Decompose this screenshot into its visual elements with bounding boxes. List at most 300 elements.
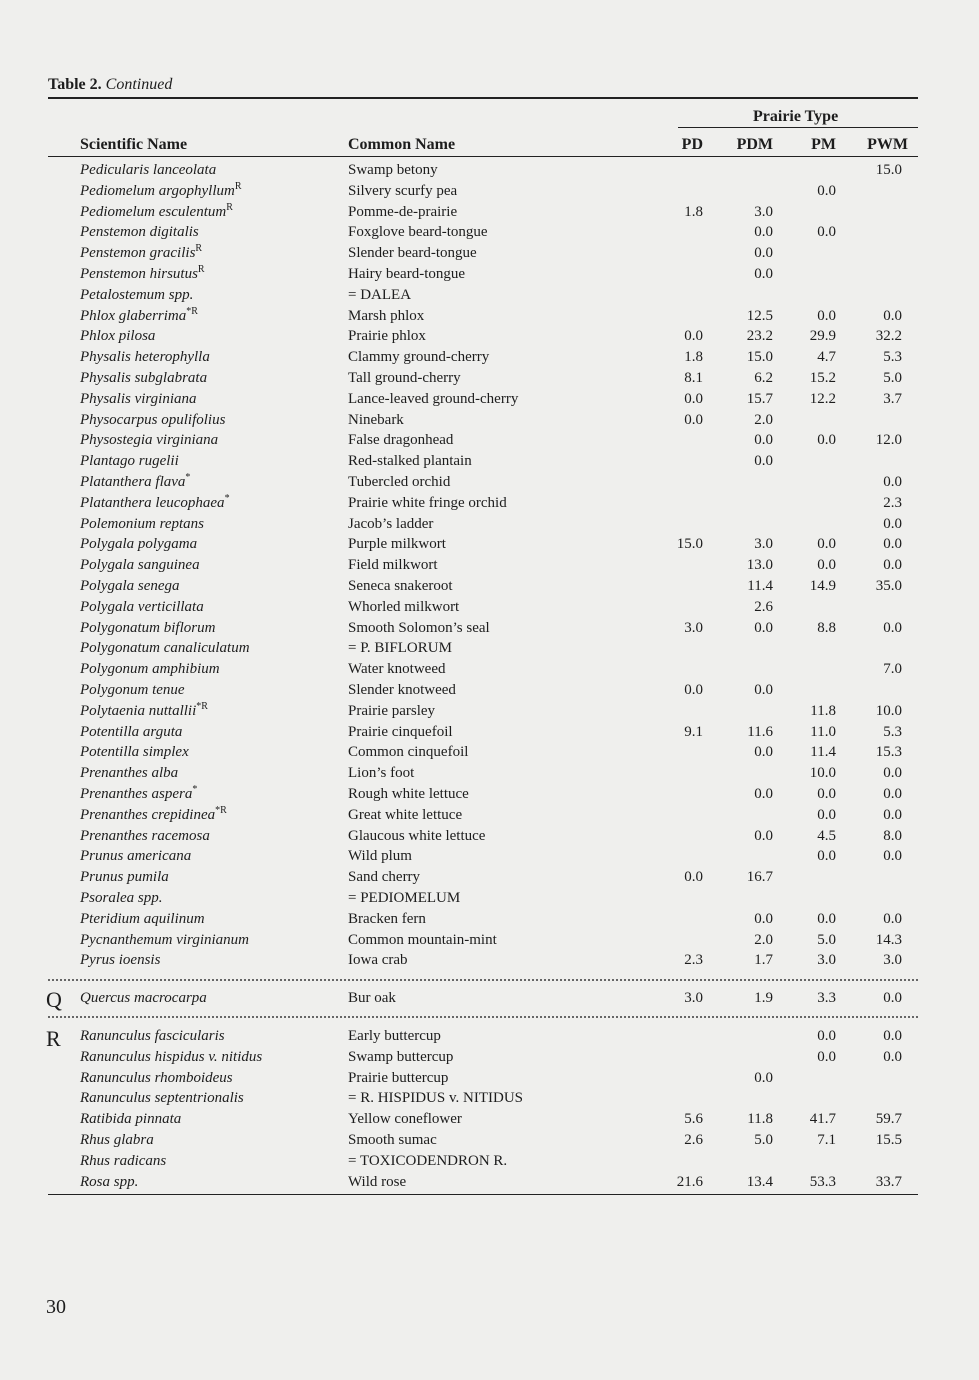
pd-value: 2.3 bbox=[684, 952, 703, 969]
pm-value: 14.9 bbox=[809, 578, 836, 594]
table-row bbox=[0, 160, 979, 181]
scientific-name bbox=[80, 389, 197, 410]
pm-value: 10.0 bbox=[809, 765, 836, 782]
scientific-name bbox=[80, 1172, 138, 1193]
pdm-value: 0.0 bbox=[754, 910, 773, 927]
pd-value: 0.0 bbox=[684, 390, 703, 407]
status-superscript: * bbox=[185, 472, 191, 483]
scientific-name-text: Prenanthes racemosa bbox=[80, 827, 210, 844]
pd-value: 9.1 bbox=[684, 723, 703, 740]
common-name: Rough white lettuce bbox=[348, 786, 469, 802]
table-row bbox=[0, 826, 979, 847]
pdm-value: 11.8 bbox=[747, 1111, 773, 1128]
common-name: Prairie phlox bbox=[348, 328, 426, 345]
scientific-name-header: Scientific Name bbox=[80, 136, 188, 153]
common-name: Whorled milkwort bbox=[348, 598, 460, 615]
pwm-value: 59.7 bbox=[875, 1111, 902, 1128]
common-name: Early buttercup bbox=[348, 1028, 441, 1044]
scientific-name-text: Prenanthes alba bbox=[80, 765, 179, 782]
table-row bbox=[0, 722, 979, 743]
scientific-name-text: Polygonatum biflorum bbox=[80, 619, 216, 636]
table-row bbox=[0, 638, 979, 659]
scientific-name bbox=[80, 222, 199, 243]
scientific-name-text: Prunus pumila bbox=[80, 869, 169, 886]
pd-value: 3.0 bbox=[684, 990, 703, 1006]
common-name: Great white lettuce bbox=[348, 806, 463, 823]
scientific-name bbox=[80, 867, 169, 888]
scientific-name-text: Pyrus ioensis bbox=[80, 952, 161, 969]
pwm-value: 7.0 bbox=[883, 661, 902, 678]
header-rule bbox=[48, 156, 918, 157]
common-name: Bur oak bbox=[348, 990, 396, 1006]
status-superscript: R bbox=[197, 264, 205, 275]
section-divider-q bbox=[48, 979, 918, 981]
pm-value: 7.1 bbox=[817, 1132, 836, 1148]
common-name: Prairie buttercup bbox=[348, 1069, 449, 1086]
table-row bbox=[0, 222, 979, 243]
pdm-value: 0.0 bbox=[754, 1069, 773, 1086]
table-row bbox=[0, 742, 979, 763]
scientific-name-text: Prenanthes aspera bbox=[80, 786, 193, 802]
status-superscript: *R bbox=[186, 305, 198, 317]
scientific-name bbox=[80, 930, 249, 951]
common-name: Wild rose bbox=[348, 1173, 407, 1190]
pdm-value: 0.0 bbox=[754, 786, 773, 802]
scientific-name bbox=[80, 264, 205, 285]
pdm-value: 0.0 bbox=[754, 266, 773, 282]
prairie-type-heading: Prairie Type bbox=[753, 108, 839, 125]
table-continued: Continued bbox=[105, 76, 173, 93]
pd-value: 0.0 bbox=[684, 869, 703, 886]
table-row bbox=[0, 1109, 979, 1130]
table-row bbox=[0, 784, 979, 805]
scientific-name-text: Polygala senega bbox=[80, 578, 180, 594]
table-row bbox=[0, 867, 979, 888]
pdm-value: 15.0 bbox=[746, 349, 773, 366]
table-row bbox=[0, 347, 979, 368]
scientific-name bbox=[80, 659, 220, 680]
pm-value: 41.7 bbox=[809, 1111, 836, 1128]
table-row bbox=[0, 618, 979, 639]
scientific-name bbox=[80, 493, 230, 514]
table-row bbox=[0, 430, 979, 451]
pd-header: PD bbox=[681, 136, 703, 153]
pwm-value: 5.0 bbox=[883, 370, 902, 386]
pdm-value: 0.0 bbox=[754, 245, 773, 262]
scientific-name bbox=[80, 1047, 262, 1068]
pm-value: 3.3 bbox=[817, 990, 836, 1006]
common-name: = R. HISPIDUS v. NITIDUS bbox=[348, 1090, 523, 1107]
scientific-name-text: Ranunculus hispidus v. nitidus bbox=[80, 1048, 263, 1065]
common-name: = P. BIFLORUM bbox=[348, 640, 452, 657]
pm-value: 11.0 bbox=[810, 723, 836, 740]
scientific-name-text: Rhus radicans bbox=[80, 1152, 167, 1169]
scientific-name bbox=[80, 988, 207, 1009]
scientific-name-text: Ranunculus rhomboideus bbox=[80, 1069, 233, 1086]
table-row bbox=[0, 950, 979, 971]
common-name: Common mountain-mint bbox=[348, 931, 497, 948]
pm-value: 53.3 bbox=[809, 1173, 836, 1190]
table-row bbox=[0, 680, 979, 701]
pdm-value: 2.0 bbox=[754, 931, 773, 948]
common-name: Ninebark bbox=[348, 411, 404, 428]
common-name: Lion’s foot bbox=[348, 765, 415, 782]
pd-value: 0.0 bbox=[684, 328, 703, 345]
scientific-name bbox=[80, 410, 225, 431]
scientific-name-text: Polygala sanguinea bbox=[80, 557, 200, 574]
scientific-name bbox=[80, 1151, 166, 1172]
scientific-name bbox=[80, 514, 204, 535]
table-row bbox=[0, 1088, 979, 1109]
scientific-name-text: Psoralea spp. bbox=[80, 890, 163, 906]
pdm-value: 23.2 bbox=[746, 328, 773, 345]
scientific-name-text: Quercus macrocarpa bbox=[80, 990, 207, 1006]
scientific-name-text: Ratibida pinnata bbox=[80, 1111, 182, 1128]
pdm-value: 13.4 bbox=[746, 1173, 773, 1190]
prairie-type-rule bbox=[678, 127, 918, 128]
scientific-name-text: Polygala verticillata bbox=[80, 598, 204, 615]
pd-value: 3.0 bbox=[684, 619, 703, 636]
scientific-name bbox=[80, 181, 242, 202]
scientific-name bbox=[80, 160, 216, 181]
common-name: Swamp buttercup bbox=[348, 1048, 454, 1065]
common-name: = DALEA bbox=[348, 286, 412, 303]
pwm-value: 35.0 bbox=[875, 578, 902, 594]
common-name: Prairie parsley bbox=[348, 702, 436, 719]
pdm-value: 13.0 bbox=[746, 557, 773, 574]
table-row bbox=[0, 202, 979, 223]
table-row bbox=[0, 326, 979, 347]
pwm-value: 0.0 bbox=[883, 619, 902, 636]
common-name: Slender beard-tongue bbox=[348, 245, 477, 262]
common-name: Iowa crab bbox=[348, 952, 408, 969]
scientific-name-text: Polygonum amphibium bbox=[80, 661, 220, 678]
scientific-name-text: Plantago rugelii bbox=[80, 453, 179, 470]
pd-value: 0.0 bbox=[684, 411, 703, 428]
pwm-value: 15.3 bbox=[875, 744, 902, 761]
pm-value: 0.0 bbox=[817, 1028, 836, 1044]
pm-value: 0.0 bbox=[817, 224, 836, 241]
status-superscript: * bbox=[192, 784, 198, 795]
common-name: Smooth sumac bbox=[348, 1132, 437, 1148]
page-number: 30 bbox=[46, 1296, 66, 1318]
pdm-value: 3.0 bbox=[754, 536, 773, 553]
table-row bbox=[0, 1026, 979, 1047]
pm-value: 0.0 bbox=[817, 1048, 836, 1065]
scientific-name-text: Pediomelum esculentum bbox=[80, 203, 227, 220]
common-name: Pomme-de-prairie bbox=[348, 203, 458, 220]
common-name: False dragonhead bbox=[348, 432, 454, 449]
pm-value: 0.0 bbox=[817, 536, 836, 553]
pwm-value: 33.7 bbox=[875, 1173, 902, 1190]
scientific-name bbox=[80, 846, 191, 867]
common-name: Silvery scurfy pea bbox=[348, 182, 458, 199]
scientific-name-text: Penstemon digitalis bbox=[80, 224, 199, 241]
scientific-name bbox=[80, 950, 160, 971]
scientific-name-text: Pediomelum argophyllum bbox=[80, 182, 235, 199]
pwm-header: PWM bbox=[867, 136, 908, 153]
common-name: Marsh phlox bbox=[348, 307, 425, 324]
table-row bbox=[0, 285, 979, 306]
table-row bbox=[0, 264, 979, 285]
scientific-name bbox=[80, 618, 215, 639]
pdm-value: 0.0 bbox=[754, 432, 773, 449]
table-row bbox=[0, 181, 979, 202]
scientific-name-text: Ranunculus septentrionalis bbox=[80, 1090, 244, 1107]
section-letter-q: Q bbox=[46, 987, 62, 1012]
scientific-name-text: Pedicularis lanceolata bbox=[80, 162, 217, 178]
pdm-value: 12.5 bbox=[746, 307, 773, 324]
pwm-value: 0.0 bbox=[883, 806, 902, 823]
common-name: Foxglove beard-tongue bbox=[348, 224, 488, 241]
scientific-name bbox=[80, 368, 207, 389]
scientific-name-text: Physalis virginiana bbox=[80, 390, 197, 407]
scientific-name-text: Polygonatum canaliculatum bbox=[80, 640, 250, 657]
scientific-name bbox=[80, 888, 163, 909]
table-row bbox=[0, 493, 979, 514]
scientific-name bbox=[80, 472, 190, 493]
status-superscript: R bbox=[226, 201, 233, 213]
common-name: Clammy ground-cherry bbox=[348, 349, 490, 366]
pdm-value: 15.7 bbox=[746, 390, 773, 407]
section-divider-r bbox=[48, 1016, 918, 1018]
table-row bbox=[0, 555, 979, 576]
common-name: = TOXICODENDRON R. bbox=[348, 1152, 508, 1169]
table-row bbox=[0, 701, 979, 722]
scientific-name-text: Physostegia virginiana bbox=[80, 432, 219, 449]
scientific-name-text: Ranunculus fascicularis bbox=[80, 1028, 225, 1044]
pdm-value: 0.0 bbox=[754, 453, 773, 470]
table-row bbox=[0, 410, 979, 431]
pwm-value: 0.0 bbox=[883, 765, 902, 782]
pm-header: PM bbox=[811, 136, 836, 153]
pdm-value: 1.7 bbox=[754, 952, 773, 969]
pm-value: 11.8 bbox=[810, 702, 836, 719]
scientific-name bbox=[80, 805, 227, 826]
pm-value: 0.0 bbox=[817, 432, 836, 449]
table-row bbox=[0, 306, 979, 327]
pwm-value: 0.0 bbox=[883, 1048, 902, 1065]
bottom-rule bbox=[48, 1194, 918, 1195]
common-name: Field milkwort bbox=[348, 557, 438, 574]
pm-value: 0.0 bbox=[817, 307, 836, 324]
pm-value: 29.9 bbox=[809, 328, 836, 345]
top-rule bbox=[48, 97, 918, 99]
scientific-name-text: Potentilla arguta bbox=[80, 723, 183, 740]
table-row bbox=[0, 451, 979, 472]
scientific-name-text: Pteridium aquilinum bbox=[80, 910, 205, 927]
common-name: Seneca snakeroot bbox=[348, 578, 453, 594]
pd-value: 0.0 bbox=[684, 682, 703, 698]
pdm-value: 0.0 bbox=[754, 827, 773, 844]
common-name-header: Common Name bbox=[348, 136, 456, 153]
scientific-name bbox=[80, 243, 202, 264]
scientific-name bbox=[80, 1026, 225, 1047]
scientific-name-text: Pycnanthemum virginianum bbox=[80, 931, 249, 948]
pdm-value: 0.0 bbox=[754, 744, 773, 761]
common-name: Prairie cinquefoil bbox=[348, 723, 453, 740]
scientific-name bbox=[80, 430, 218, 451]
pwm-value: 0.0 bbox=[883, 910, 902, 927]
scientific-name-text: Polemonium reptans bbox=[80, 515, 205, 532]
scientific-name-text: Potentilla simplex bbox=[80, 744, 189, 761]
pd-value: 8.1 bbox=[684, 370, 703, 386]
scientific-name bbox=[80, 306, 198, 327]
pwm-value: 10.0 bbox=[875, 702, 902, 719]
common-name: Wild plum bbox=[348, 848, 412, 865]
status-superscript: R bbox=[195, 243, 203, 255]
table-row bbox=[0, 988, 979, 1009]
scientific-name bbox=[80, 1068, 233, 1089]
table-row bbox=[0, 368, 979, 389]
common-name: Purple milkwort bbox=[348, 536, 446, 553]
pwm-value: 15.0 bbox=[875, 162, 902, 178]
scientific-name bbox=[80, 285, 193, 306]
pd-value: 1.8 bbox=[684, 203, 703, 220]
pm-value: 0.0 bbox=[817, 557, 836, 574]
table-row bbox=[0, 472, 979, 493]
pm-value: 0.0 bbox=[817, 786, 836, 802]
table-row bbox=[0, 763, 979, 784]
status-superscript: * bbox=[224, 492, 230, 504]
pwm-value: 0.0 bbox=[883, 474, 902, 490]
scientific-name-text: Penstemon gracilis bbox=[80, 245, 196, 262]
pdm-value: 0.0 bbox=[754, 224, 773, 241]
section-letter-r: R bbox=[46, 1026, 61, 1051]
pwm-value: 0.0 bbox=[883, 536, 902, 553]
common-name: Hairy beard-tongue bbox=[348, 266, 466, 282]
pdm-value: 1.9 bbox=[754, 990, 773, 1006]
scientific-name bbox=[80, 826, 210, 847]
pwm-value: 0.0 bbox=[883, 848, 902, 865]
scientific-name bbox=[80, 638, 250, 659]
pd-value: 2.6 bbox=[684, 1132, 703, 1148]
scientific-name-text: Rhus glabra bbox=[80, 1132, 154, 1148]
scientific-name bbox=[80, 722, 182, 743]
scientific-name-text: Physalis subglabrata bbox=[80, 370, 208, 386]
scientific-name bbox=[80, 909, 205, 930]
pm-value: 11.4 bbox=[810, 744, 836, 761]
scientific-name bbox=[80, 763, 178, 784]
pwm-value: 0.0 bbox=[883, 307, 902, 324]
scientific-name bbox=[80, 680, 185, 701]
scientific-name bbox=[80, 202, 233, 223]
scientific-name-text: Platanthera leucophaea bbox=[80, 494, 225, 511]
scientific-name bbox=[80, 1109, 181, 1130]
status-superscript: *R bbox=[215, 804, 227, 816]
scientific-name bbox=[80, 1088, 244, 1109]
pdm-value: 2.6 bbox=[754, 598, 773, 615]
table-row bbox=[0, 597, 979, 618]
scientific-name-text: Polygonum tenue bbox=[80, 682, 185, 698]
pwm-value: 2.3 bbox=[883, 494, 902, 511]
table-caption bbox=[48, 76, 172, 94]
table-row bbox=[0, 930, 979, 951]
pdm-value: 5.0 bbox=[754, 1132, 773, 1148]
pm-value: 15.2 bbox=[809, 370, 836, 386]
table-row bbox=[0, 1047, 979, 1068]
table-row bbox=[0, 909, 979, 930]
common-name: Bracken fern bbox=[348, 910, 426, 927]
pwm-value: 32.2 bbox=[875, 328, 902, 345]
pm-value: 0.0 bbox=[817, 806, 836, 823]
pm-value: 0.0 bbox=[817, 910, 836, 927]
pwm-value: 15.5 bbox=[875, 1132, 902, 1148]
pm-value: 4.7 bbox=[817, 349, 836, 366]
pwm-value: 0.0 bbox=[883, 786, 902, 802]
pwm-value: 0.0 bbox=[883, 557, 902, 574]
common-name: = PEDIOMELUM bbox=[348, 890, 461, 906]
pwm-value: 12.0 bbox=[875, 432, 902, 449]
common-name: Jacob’s ladder bbox=[348, 515, 434, 532]
scientific-name bbox=[80, 326, 155, 347]
pdm-value: 0.0 bbox=[754, 682, 773, 698]
pwm-value: 0.0 bbox=[883, 1028, 902, 1044]
scientific-name-text: Phlox glaberrima bbox=[80, 307, 187, 324]
table-row bbox=[0, 1130, 979, 1151]
table-row bbox=[0, 243, 979, 264]
table-label: Table 2. bbox=[48, 76, 102, 93]
table-row bbox=[0, 389, 979, 410]
table-row bbox=[0, 1068, 979, 1089]
pm-value: 0.0 bbox=[817, 182, 836, 199]
pm-value: 3.0 bbox=[817, 952, 836, 969]
status-superscript: R bbox=[234, 180, 242, 192]
pm-value: 4.5 bbox=[817, 827, 836, 844]
common-name: Common cinquefoil bbox=[348, 744, 469, 761]
scientific-name-text: Rosa spp. bbox=[80, 1173, 139, 1190]
pdm-value: 11.6 bbox=[747, 723, 773, 740]
table-row bbox=[0, 534, 979, 555]
scientific-name bbox=[80, 347, 210, 368]
scientific-name-text: Physalis heterophylla bbox=[80, 349, 210, 366]
scientific-name-text: Phlox pilosa bbox=[80, 328, 156, 345]
common-name: Prairie white fringe orchid bbox=[348, 494, 507, 511]
scientific-name bbox=[80, 534, 197, 555]
common-name: Water knotweed bbox=[348, 661, 446, 678]
pm-value: 5.0 bbox=[817, 931, 836, 948]
common-name: Yellow coneflower bbox=[348, 1111, 462, 1128]
pd-value: 21.6 bbox=[676, 1173, 703, 1190]
pdm-value: 11.4 bbox=[747, 578, 773, 594]
common-name: Tall ground-cherry bbox=[348, 370, 461, 386]
pwm-value: 3.0 bbox=[883, 952, 902, 969]
pm-value: 12.2 bbox=[809, 390, 836, 407]
scientific-name-text: Polytaenia nuttallii bbox=[80, 702, 197, 719]
table-row bbox=[0, 846, 979, 867]
pdm-value: 6.2 bbox=[754, 370, 773, 386]
scientific-name bbox=[80, 451, 179, 472]
common-name: Lance-leaved ground-cherry bbox=[348, 390, 519, 407]
pwm-value: 5.3 bbox=[883, 723, 902, 740]
pdm-value: 3.0 bbox=[754, 203, 773, 220]
common-name: Smooth Solomon’s seal bbox=[348, 619, 490, 636]
scientific-name-text: Penstemon hirsutus bbox=[80, 266, 198, 282]
pwm-value: 0.0 bbox=[883, 990, 902, 1006]
scientific-name bbox=[80, 555, 200, 576]
pwm-value: 3.7 bbox=[883, 390, 902, 407]
scientific-name-text: Physocarpus opulifolius bbox=[80, 411, 226, 428]
common-name: Slender knotweed bbox=[348, 682, 456, 698]
table-row bbox=[0, 514, 979, 535]
table-row bbox=[0, 576, 979, 597]
table-row bbox=[0, 659, 979, 680]
status-superscript: *R bbox=[196, 700, 208, 712]
pwm-value: 14.3 bbox=[875, 931, 902, 948]
common-name: Tubercled orchid bbox=[348, 474, 451, 490]
pd-value: 5.6 bbox=[684, 1111, 703, 1128]
pwm-value: 8.0 bbox=[883, 827, 902, 844]
